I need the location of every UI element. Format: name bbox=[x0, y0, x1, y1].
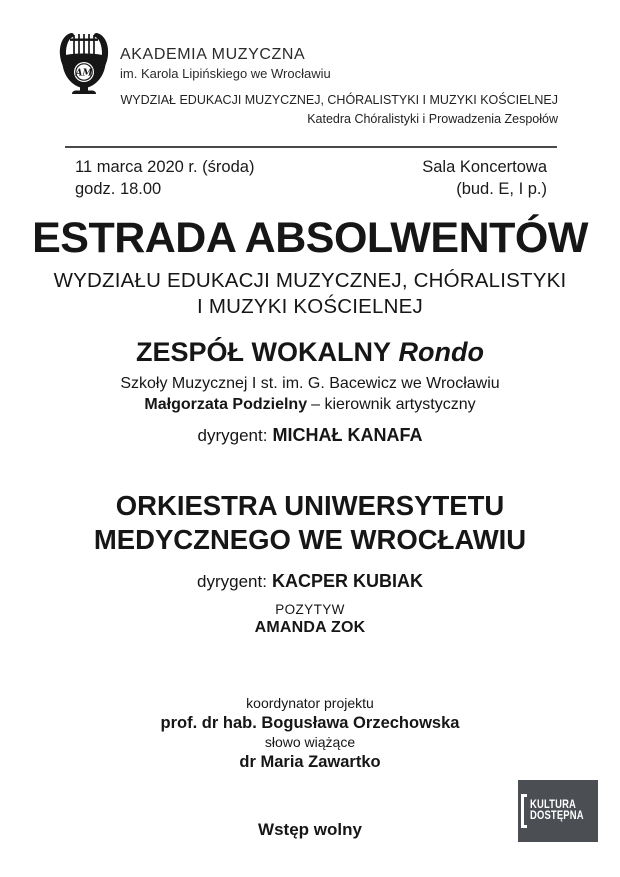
host-label: słowo wiążące bbox=[264, 734, 356, 750]
ensemble1-conductor-label: dyrygent: bbox=[197, 426, 268, 445]
ensemble1-name-main: ZESPÓŁ WOKALNY bbox=[135, 337, 391, 367]
ensemble1-name bbox=[0, 337, 620, 368]
host-name: dr Maria Zawartko bbox=[239, 753, 381, 771]
academy-name-block bbox=[120, 46, 331, 81]
ensemble2-name-line-2: MEDYCZNEGO WE WROCŁAWIU bbox=[93, 524, 527, 555]
poster-subtitle-line-2: I MUZYKI KOŚCIELNEJ bbox=[197, 295, 423, 318]
ensemble1-director-name: Małgorzata Podzielny bbox=[144, 395, 308, 413]
event-date: 11 marca 2020 r. (środa) bbox=[75, 158, 255, 176]
department-line-2: Katedra Chóralistyki i Prowadzenia Zespołów bbox=[307, 112, 558, 126]
event-venue-detail: (bud. E, I p.) bbox=[456, 180, 547, 198]
event-venue-block bbox=[422, 156, 547, 200]
academy-subtitle: im. Karola Lipińskiego we Wrocławiu bbox=[120, 65, 331, 81]
credits-block bbox=[0, 694, 620, 772]
ensemble1-school: Szkoły Muzycznej I st. im. G. Bacewicz we Wrocławiu bbox=[120, 375, 500, 392]
coordinator-name: prof. dr hab. Bogusława Orzechowska bbox=[160, 714, 460, 732]
ensemble1-conductor-name: MICHAŁ KANAFA bbox=[272, 425, 423, 445]
kultura-dostepna-logo bbox=[518, 780, 598, 842]
admission-text: Wstęp wolny bbox=[258, 820, 362, 839]
poster-title: ESTRADA ABSOLWENTÓW bbox=[32, 214, 588, 262]
ensemble1-name-italic: Rondo bbox=[398, 337, 485, 367]
ensemble1-director-line bbox=[0, 395, 620, 416]
coordinator-label: koordynator projektu bbox=[246, 695, 374, 711]
lyre-icon bbox=[58, 32, 110, 94]
department-line-1: WYDZIAŁ EDUKACJI MUZYCZNEJ, CHÓRALISTYKI I MUZYKI KOŚCIELNEJ bbox=[120, 93, 558, 107]
ensemble2-name bbox=[0, 489, 620, 557]
academy-name: AKADEMIA MUZYCZNA bbox=[120, 45, 306, 63]
instrument-label: POZYTYW bbox=[275, 602, 345, 617]
ensemble2-conductor-line bbox=[0, 571, 620, 592]
kultura-dostepna-text bbox=[530, 800, 584, 823]
department-block bbox=[120, 91, 558, 129]
ensemble1-director-role: – kierownik artystyczny bbox=[311, 395, 476, 413]
ensemble1-conductor-line bbox=[0, 425, 620, 446]
event-info-row bbox=[75, 156, 547, 200]
academy-logo bbox=[58, 32, 331, 94]
event-date-block bbox=[75, 156, 254, 200]
kultura-dostepna-line-1: KULTURA bbox=[529, 798, 576, 811]
instrument-player: AMANDA ZOK bbox=[254, 619, 366, 636]
header-divider bbox=[65, 146, 557, 148]
ensemble2-conductor-name: KACPER KUBIAK bbox=[271, 571, 423, 591]
poster-subtitle bbox=[0, 268, 620, 320]
event-time: godz. 18.00 bbox=[75, 180, 162, 198]
ensemble2-name-line-1: ORKIESTRA UNIWERSYTETU bbox=[115, 490, 505, 521]
poster-subtitle-line-1: WYDZIAŁU EDUKACJI MUZYCZNEJ, CHÓRALISTYKI bbox=[53, 269, 567, 292]
kultura-dostepna-line-2: DOSTĘPNA bbox=[529, 810, 584, 822]
event-venue: Sala Koncertowa bbox=[422, 158, 547, 176]
ensemble2-conductor-label: dyrygent: bbox=[197, 572, 267, 591]
bracket-icon bbox=[521, 794, 527, 828]
lyre-monogram: AM bbox=[75, 68, 93, 79]
ensemble1-details bbox=[0, 374, 620, 415]
